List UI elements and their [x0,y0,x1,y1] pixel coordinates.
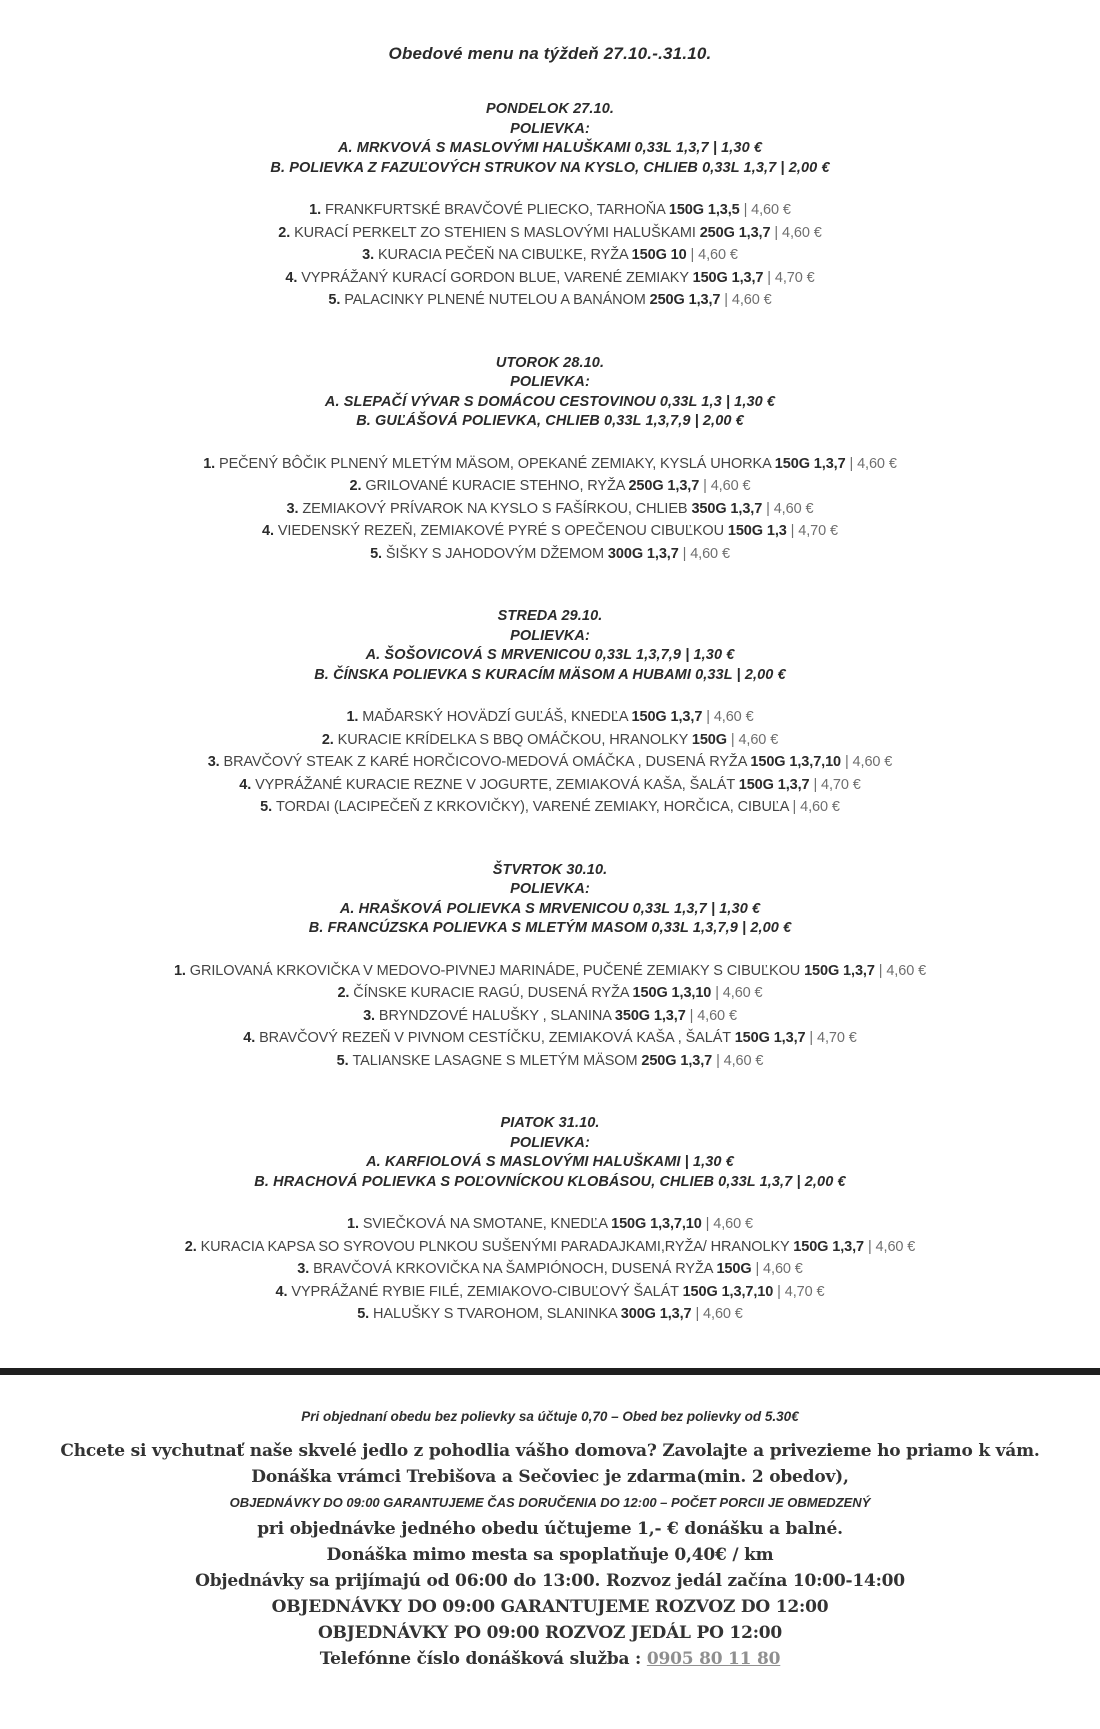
dish-name: BRAVČOVÝ REZEŇ V PIVNOM CESTÍČKU, ZEMIAKOVÁ KAŠA , ŠALÁT [259,1030,735,1046]
dish-portion-allergens: 300G 1,3,7 [607,545,683,562]
dish-name: BRYNDZOVÉ HALUŠKY , SLANINA [378,1007,615,1024]
dish-name: MAĎARSKÝ HOVÄDZÍ GUĽÁŠ, KNEDĽA [362,709,632,725]
dish-portion-allergens: 150G 1,3,7 [774,455,850,472]
dish-price: | 4,60 € [724,292,772,308]
soup-item: A. HRAŠKOVÁ POLIEVKA S MRVENICOU 0,33L 1,3,7 | 1,30 € [339,900,761,917]
dish-price: | 4,70 € [767,269,815,286]
footer-free-delivery: Donáška vrámci Trebišova a Sečoviec je zdarma(min. 2 obedov), [251,1466,849,1487]
soup-label: POLIEVKA: [510,120,590,137]
soup-item: B. FRANCÚZSKA POLIEVKA S MLETÝM MASOM 0,33L 1,3,7,9 | 2,00 € [308,920,792,936]
dish-portion-allergens: 150G 1,3,7,10 [611,1216,706,1232]
soup-item: A. KARFIOLOVÁ S MASLOVÝMI HALUŠKAMI | 1,30 € [366,1154,734,1170]
dish-price: | 4,70 € [777,1283,825,1300]
main-dish-item [0,543,1100,566]
main-dish-item [0,960,1100,983]
dish-number: 4. [275,1283,292,1300]
dish-number: 1. [347,1216,363,1232]
soup-item: A. ŠOŠOVICOVÁ S MRVENICOU 0,33L 1,3,7,9 | 1,30 € [365,647,735,663]
main-dish-item [0,1005,1100,1028]
dish-portion-allergens: 150G 1,3,7,10 [750,754,845,770]
dish-name: KURACIE KRÍDELKA S BBQ OMÁČKOU, HRANOLKY [337,731,692,748]
dish-name: BRAVČOVÁ KRKOVIČKA NA ŠAMPIÓNOCH, DUSENÁ RYŽA [313,1261,717,1277]
main-dish-item [0,1258,1100,1281]
soup-label: POLIEVKA: [510,1134,590,1151]
dish-number: 2. [337,985,354,1001]
day-section [0,354,1100,566]
dish-portion-allergens: 150G 1,3,5 [668,202,744,218]
dish-price: | 4,60 € [703,478,751,494]
footer-note-no-soup: Pri objednaní obedu bez polievky sa účtuje 0,70 – Obed bez polievky od 5.30€ [301,1408,799,1424]
main-dish-item [0,267,1100,290]
soup-list [0,900,1100,939]
soup-label: POLIEVKA: [510,627,590,644]
phone-label: Telefónne číslo donášková služba : [319,1648,642,1669]
dish-portion-allergens: 150G 1,3,10 [632,985,716,1001]
dish-number: 2. [184,1238,201,1255]
dish-number: 3. [362,247,378,263]
footer-delivery-pitch: Chcete si vychutnať naše skvelé jedlo z pohodlia vášho domova? Zavolajte a privezieme ho priamo k vám. [60,1440,1040,1461]
dish-name: FRANKFURTSKÉ BRAVČOVÉ PLIECKO, TARHOŇA [324,202,669,218]
main-dish-item [0,199,1100,222]
dish-number: 4. [285,269,302,286]
dish-name: VYPRÁŽANÝ KURACÍ GORDON BLUE, VARENÉ ZEMIAKY [301,269,693,286]
dish-price: | 4,70 € [809,1030,857,1046]
main-dish-item [0,475,1100,498]
dish-name: BRAVČOVÝ STEAK Z KARÉ HORČICOVO-MEDOVÁ OMÁČKA , DUSENÁ RYŽA [223,754,751,770]
dish-portion-allergens: 150G [691,731,731,748]
footer [0,1375,1100,1672]
soup-item: A. MRKVOVÁ S MASLOVÝMI HALUŠKAMI 0,33L 1,3,7 | 1,30 € [337,140,763,156]
dish-number: 3. [286,500,303,517]
dish-price: | 4,60 € [755,1261,803,1277]
footer-rozvoz-po-12: OBJEDNÁVKY PO 09:00 ROZVOZ JEDÁL PO 12:00 [317,1622,783,1643]
dish-name: ZEMIAKOVÝ PRÍVAROK NA KYSLO S FAŠÍRKOU, CHLIEB [302,500,692,517]
footer-single-order-fee: pri objednávke jedného obedu účtujeme 1,- € donášku a balné. [257,1518,843,1539]
dish-name: KURACIA PEČEŇ NA CIBUĽKE, RYŽA [377,247,632,263]
dish-number: 5. [328,292,345,308]
dish-price: | 4,60 € [706,709,754,725]
dish-name: VYPRÁŽANÉ RYBIE FILÉ, ZEMIAKOVO-CIBUĽOVÝ ŠALÁT [291,1283,683,1300]
dish-portion-allergens: 150G 10 [631,247,691,263]
dish-name: KURACÍ PERKELT ZO STEHIEN S MASLOVÝMI HALUŠKAMI [294,224,700,241]
footer-phone-line [0,1646,1100,1672]
dish-name: TORDAI (LACIPEČEŇ Z KRKOVIČKY), VARENÉ ZEMIAKY, HORČICA, CIBUĽA [275,799,793,815]
dish-price: | 4,60 € [766,500,814,517]
main-dish-list [0,1213,1100,1326]
dish-price: | 4,60 € [849,455,897,472]
page-title: Obedové menu na týždeň 27.10.-.31.10. [388,44,712,63]
phone-link[interactable]: 0905 80 11 80 [646,1648,781,1669]
main-dish-item [0,796,1100,819]
dish-number: 1. [173,962,190,979]
dish-portion-allergens: 150G 1,3,7 [692,269,768,286]
day-section [0,1114,1100,1326]
soup-item: A. SLEPAČÍ VÝVAR S DOMÁCOU CESTOVINOU 0,33L 1,3 | 1,30 € [324,393,776,410]
dish-number: 3. [363,1007,379,1024]
soup-list [0,139,1100,178]
main-dish-item [0,1050,1100,1073]
day-heading: STREDA 29.10. [497,608,603,624]
day-section [0,607,1100,819]
main-dish-item [0,1027,1100,1050]
dish-name: GRILOVANÉ KURACIE STEHNO, RYŽA [365,478,629,494]
dish-portion-allergens: 150G 1,3,7 [804,962,879,979]
dish-name: VYPRÁŽANÉ KURACIE REZNE V JOGURTE, ZEMIAKOVÁ KAŠA, ŠALÁT [255,776,739,793]
dish-number: 4. [239,776,256,793]
dish-number: 4. [262,523,278,539]
menu-days [0,100,1100,1326]
dish-price: | 4,60 € [716,1052,764,1069]
section-divider [0,1368,1100,1375]
dish-number: 5. [357,1306,374,1322]
soup-list [0,393,1100,432]
dish-portion-allergens: 250G 1,3,7 [649,292,725,308]
soup-item: B. POLIEVKA Z FAZUĽOVÝCH STRUKOV NA KYSLO, CHLIEB 0,33L 1,3,7 | 2,00 € [270,159,830,176]
footer-order-guarantee-note: OBJEDNÁVKY DO 09:00 GARANTUJEME ČAS DORUČENIA DO 12:00 – POČET PORCII JE OBMEDZENÝ [229,1494,871,1510]
day-heading: PONDELOK 27.10. [485,101,614,117]
main-dish-item [0,774,1100,797]
main-dish-item [0,1303,1100,1326]
dish-portion-allergens: 350G 1,3,7 [614,1007,690,1024]
dish-portion-allergens: 150G 1,3,7 [631,709,707,725]
soup-label: POLIEVKA: [510,374,590,390]
dish-name: VIEDENSKÝ REZEŇ, ZEMIAKOVÉ PYRÉ S OPEČENOU CIBUĽKOU [277,523,728,539]
dish-price: | 4,60 € [867,1238,916,1255]
dish-portion-allergens: 150G [716,1261,756,1277]
dish-number: 4. [243,1030,260,1046]
main-dish-item [0,244,1100,267]
dish-price: | 4,60 € [792,799,840,815]
dish-portion-allergens: 250G 1,3,7 [641,1052,717,1069]
soup-item: B. HRACHOVÁ POLIEVKA S POĽOVNÍCKOU KLOBÁSOU, CHLIEB 0,33L 1,3,7 | 2,00 € [254,1173,846,1190]
main-dish-item [0,289,1100,312]
dish-portion-allergens: 150G 1,3,7 [793,1238,868,1255]
main-dish-item [0,982,1100,1005]
footer-rozvoz-do-12: OBJEDNÁVKY DO 09:00 GARANTUJEME ROZVOZ DO 12:00 [271,1596,829,1617]
dish-price: | 4,70 € [813,776,861,793]
main-dish-item [0,498,1100,521]
dish-portion-allergens: 150G 1,3,7 [734,1030,810,1046]
dish-price: | 4,60 € [682,545,730,562]
dish-number: 1. [203,455,220,472]
dish-portion-allergens: 250G 1,3,7 [699,224,775,241]
dish-number: 5. [260,799,276,815]
main-dish-item [0,1236,1100,1259]
dish-portion-allergens: 350G 1,3,7 [691,500,767,517]
day-heading: ŠTVRTOK 30.10. [492,861,608,878]
dish-number: 2. [349,478,366,494]
main-dish-item [0,1281,1100,1304]
dish-number: 5. [370,545,386,562]
soup-list [0,1153,1100,1192]
dish-number: 5. [336,1052,353,1069]
dish-name: GRILOVANÁ KRKOVIČKA V MEDOVO-PIVNEJ MARINÁDE, PUČENÉ ZEMIAKY S CIBUĽKOU [189,962,805,979]
main-dish-item [0,520,1100,543]
dish-portion-allergens: 300G 1,3,7 [620,1306,696,1322]
soup-item: B. ČÍNSKA POLIEVKA S KURACÍM MÄSOM A HUBAMI 0,33L | 2,00 € [314,666,786,683]
dish-price: | 4,60 € [878,962,927,979]
main-dish-item [0,729,1100,752]
dish-name: PALACINKY PLNENÉ NUTELOU A BANÁNOM [344,292,650,308]
day-section [0,100,1100,312]
day-heading: PIATOK 31.10. [500,1115,600,1131]
footer-order-hours: Objednávky sa prijímajú od 06:00 do 13:00. Rozvoz jedál začína 10:00-14:00 [195,1570,905,1591]
dish-price: | 4,60 € [743,202,791,218]
dish-name: SVIEČKOVÁ NA SMOTANE, KNEDĽA [362,1216,612,1232]
main-dish-list [0,199,1100,312]
soup-list [0,646,1100,685]
dish-price: | 4,60 € [705,1216,753,1232]
dish-number: 3. [297,1261,314,1277]
footer-out-of-town-fee: Donáška mimo mesta sa spoplatňuje 0,40€ / km [326,1544,774,1565]
dish-name: HALUŠKY S TVAROHOM, SLANINKA [373,1306,621,1322]
dish-number: 3. [207,754,224,770]
dish-price: | 4,60 € [774,224,822,241]
day-heading: UTOROK 28.10. [495,354,605,371]
dish-portion-allergens: 250G 1,3,7 [628,478,704,494]
dish-name: KURACIA KAPSA SO SYROVOU PLNKOU SUŠENÝMI PARADAJKAMI,RYŽA/ HRANOLKY [200,1238,794,1255]
dish-name: PEČENÝ BÔČIK PLNENÝ MLETÝM MÄSOM, OPEKANÉ ZEMIAKY, KYSLÁ UHORKA [219,455,775,472]
main-dish-item [0,706,1100,729]
dish-price: | 4,60 € [689,1007,737,1024]
soup-item: B. GUĽÁŠOVÁ POLIEVKA, CHLIEB 0,33L 1,3,7,9 | 2,00 € [356,413,744,429]
dish-price: | 4,60 € [695,1306,743,1322]
main-dish-list [0,706,1100,819]
main-dish-item [0,453,1100,476]
main-dish-item [0,751,1100,774]
dish-portion-allergens: 150G 1,3,7 [738,776,814,793]
main-dish-list [0,960,1100,1073]
dish-price: | 4,70 € [790,523,838,539]
soup-label: POLIEVKA: [510,881,590,897]
dish-portion-allergens: 150G 1,3 [727,523,791,539]
dish-name: TALIANSKE LASAGNE S MLETÝM MÄSOM [352,1052,642,1069]
main-dish-item [0,222,1100,245]
dish-number: 2. [278,224,295,241]
dish-name: ČÍNSKE KURACIE RAGÚ, DUSENÁ RYŽA [353,985,633,1001]
main-dish-list [0,453,1100,566]
dish-price: | 4,60 € [690,247,738,263]
dish-price: | 4,60 € [715,985,763,1001]
dish-number: 2. [321,731,338,748]
dish-name: ŠIŠKY S JAHODOVÝM DŽEMOM [385,545,608,562]
dish-price: | 4,60 € [844,754,893,770]
day-section [0,861,1100,1073]
dish-portion-allergens: 150G 1,3,7,10 [682,1283,778,1300]
dish-price: | 4,60 € [730,731,779,748]
dish-number: 1. [346,709,363,725]
main-dish-item [0,1213,1100,1236]
dish-number: 1. [309,202,325,218]
